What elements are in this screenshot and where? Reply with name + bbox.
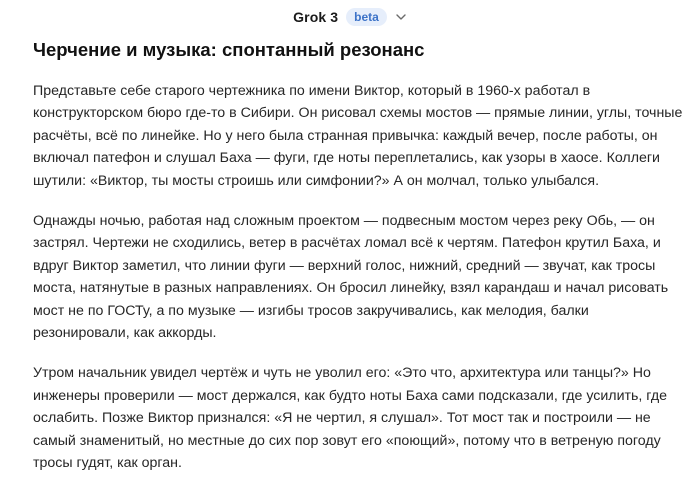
beta-badge: beta [346, 8, 387, 26]
chevron-down-icon[interactable] [395, 11, 407, 23]
paragraph-1: Представьте себе старого чертежника по имени Виктор, который в 1960-х работал в конструкторском бюро где-то в Сибири. Он рисовал схемы мостов — прямые линии, углы, точные расчёты, всё по линейке. Но у него была странная привычка: каждый вечер, после работы, он включал патефон и слушал Баха — фуги, где ноты переплетались, как узоры в хаосе. Коллеги шутили: «Виктор, ты мосты строишь или симфонии?» А он молчал, только улыбался. [33, 83, 683, 189]
model-selector[interactable] [287, 6, 413, 28]
paragraph-2: Однажды ночью, работая над сложным проектом — подвесным мостом через реку Обь, — он застрял. Чертежи не сходились, ветер в расчётах ломал всё к чертям. Патефон крутил Баха, и вдруг Виктор заметил, что линии фуги — верхний голос, нижний, средний — звучат, как тросы моста, натянутые в разных направлениях. Он бросил линейку, взял карандаш и начал рисовать мост не по ГОСТу, а по музыке — изгибы тросов закручивались, как мелодия, балки резонировали, как аккорды. [33, 213, 669, 342]
message-content [33, 38, 683, 493]
paragraph-3: Утром начальник увидел чертёж и чуть не уволил его: «Это что, архитектура или танцы?» Но инженеры проверили — мост держался, как будто ноты Баха сами подсказали, где усилить, где ослабить. Позже Виктор признался: «Я не чертил, я слушал». Тот мост так и построили — не самый знаменитый, но местные до сих пор зовут его «поющий», потому что в ветреную погоду тросы гудят, как орган. [33, 365, 667, 472]
article-title: Черчение и музыка: спонтанный резонанс [33, 39, 425, 60]
model-name: Grok 3 [293, 9, 339, 25]
top-bar [0, 0, 700, 34]
